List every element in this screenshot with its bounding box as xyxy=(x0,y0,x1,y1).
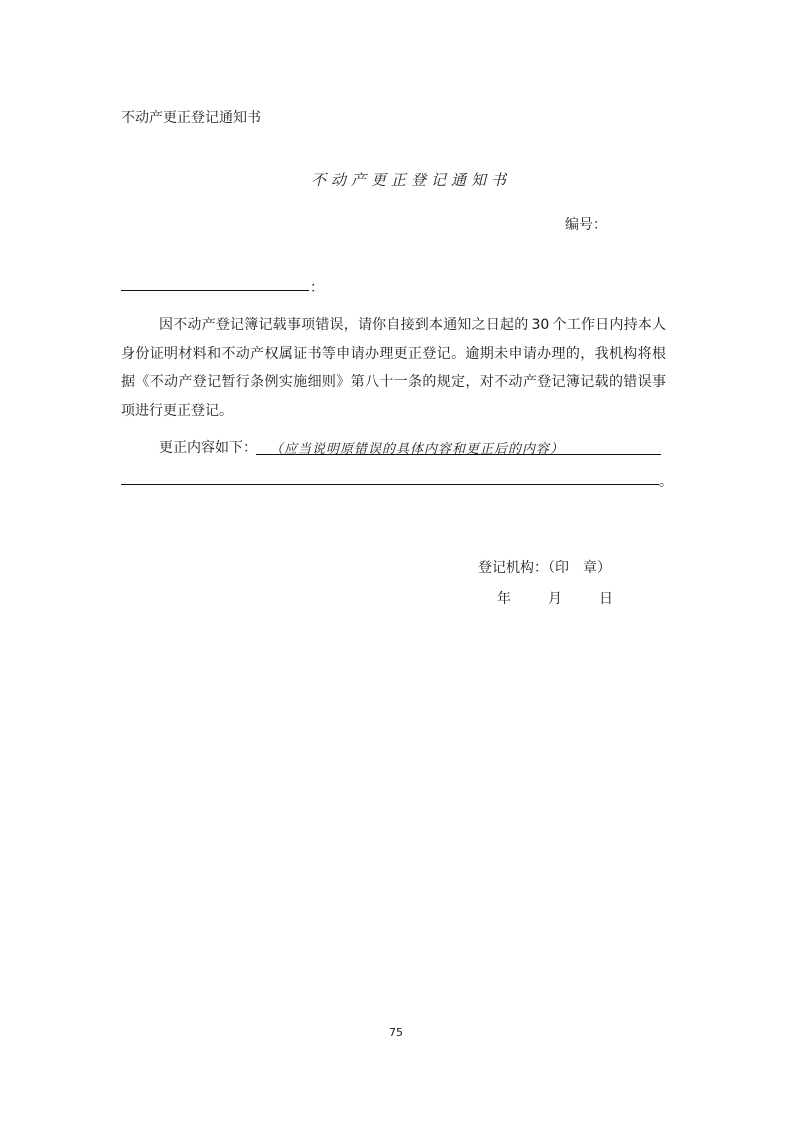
day-label: 日 xyxy=(599,591,613,607)
recipient-blank-line xyxy=(121,290,309,291)
body-days-number: 30 xyxy=(531,317,550,333)
recipient-colon: ： xyxy=(310,280,324,296)
body-text-part1: 因不动产登记簿记载事项错误，请你自接到本通知之日起的 xyxy=(159,317,529,333)
correction-label: 更正内容如下： xyxy=(159,440,257,456)
serial-number-label: 编号： xyxy=(565,217,607,233)
registration-agency-seal: 登记机构：（印 章） xyxy=(478,560,611,576)
date-row xyxy=(497,588,613,608)
notice-body-paragraph xyxy=(121,311,666,425)
page-number: 75 xyxy=(389,1026,403,1039)
correction-end-mark: 。 xyxy=(659,474,673,490)
body-text-part2: 个工作日内持本人身份证明材料和不动产权属证书等申请办理更正登记。逾期未申请办理的，我机构将根据《不动产登记暂行条例实施细则》第八十一条的规定，对不动产登记簿记载的错误事项进行更正登记。 xyxy=(121,317,666,419)
month-label: 月 xyxy=(548,591,562,607)
correction-second-line xyxy=(121,484,659,485)
page-header-title: 不动产更正登记通知书 xyxy=(121,110,261,126)
correction-hint: （应当说明原错误的具体内容和更正后的内容） xyxy=(270,442,565,457)
year-label: 年 xyxy=(497,591,511,607)
form-title: 不动产更正登记通知书 xyxy=(311,171,512,189)
